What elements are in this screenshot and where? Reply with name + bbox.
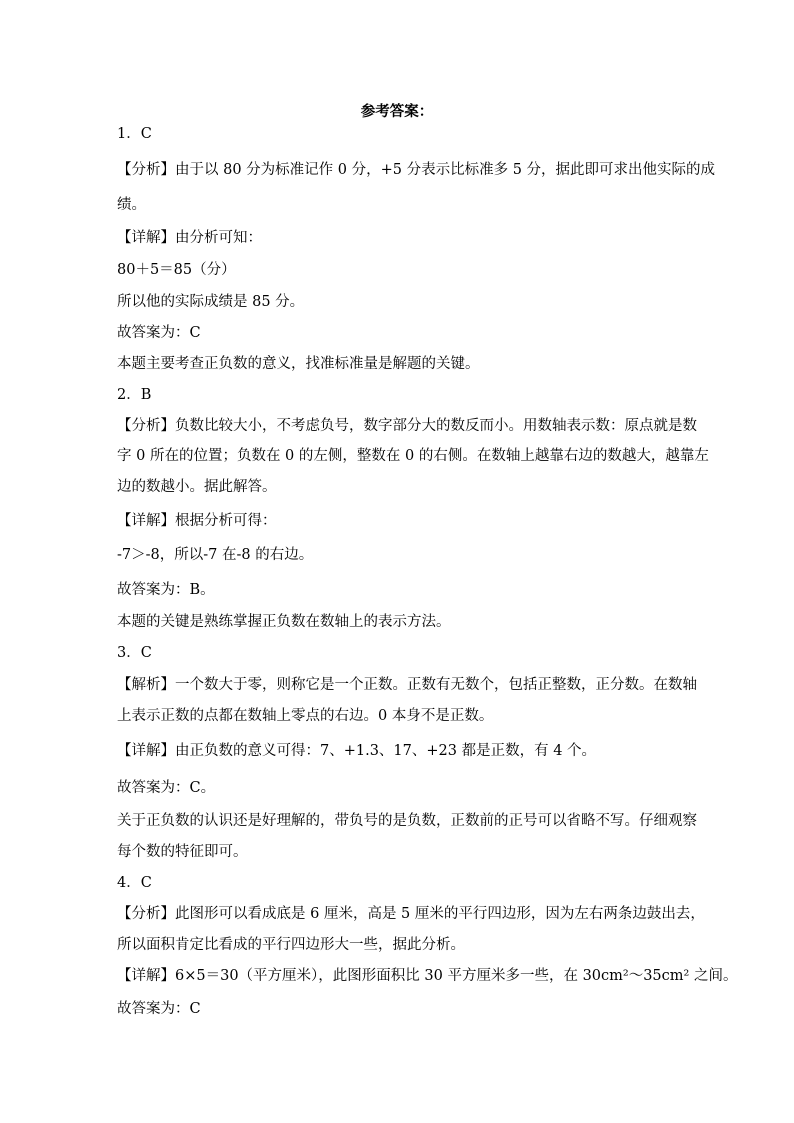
answer-line: 边的数越小。据此解答。 [117, 479, 277, 495]
answer-line: 字 0 所在的位置；负数在 0 的左侧，整数在 0 的右侧。在数轴上越靠右边的数越大，越靠左 [117, 448, 709, 464]
answer-line: 【详解】6×5＝30（平方厘米），此图形面积比 30 平方厘米多一些，在 30cm²～35cm² 之间。 [117, 968, 738, 984]
answer-line: 本题主要考查正负数的意义，找准标准量是解题的关键。 [117, 356, 480, 372]
answer-line: 所以面积肯定比看成的平行四边形大一些，据此分析。 [117, 937, 465, 953]
answer-line: 【分析】此图形可以看成底是 6 厘米，高是 5 厘米的平行四边形，因为左右两条边鼓出去， [117, 906, 705, 922]
answer-line: 上表示正数的点都在数轴上零点的右边。0 本身不是正数。 [117, 708, 494, 724]
answer-line: 故答案为：B。 [117, 582, 215, 598]
answer-line: 【详解】根据分析可得： [117, 513, 277, 529]
answer-line: 每个数的特征即可。 [117, 844, 248, 860]
answer-line: 【分析】由于以 80 分为标准记作 0 分，+5 分表示比标准多 5 分，据此即可求出他实际的成 [117, 162, 716, 178]
answer-line: 关于正负数的认识还是好理解的，带负号的是负数，正数前的正号可以省略不写。仔细观察 [117, 813, 697, 829]
answer-line: 【详解】由正负数的意义可得：7、+1.3、17、+23 都是正数，有 4 个。 [117, 743, 597, 759]
answer-line: 故答案为：C。 [117, 780, 216, 796]
answer-line: 所以他的实际成绩是 85 分。 [117, 294, 305, 310]
answer-line: -7＞-8，所以-7 在-8 的右边。 [117, 547, 314, 563]
page-title: 参考答案： [360, 103, 434, 120]
answer-line: 2．B [117, 387, 152, 403]
answer-line: 【解析】一个数大于零，则称它是一个正数。正数有无数个，包括正整数，正分数。在数轴 [117, 677, 697, 693]
answer-line: 4．C [117, 875, 152, 891]
answer-line: 故答案为：C [117, 1001, 201, 1017]
answer-line: 本题的关键是熟练掌握正负数在数轴上的表示方法。 [117, 614, 451, 630]
answer-line: 故答案为：C [117, 325, 201, 341]
answer-line: 【分析】负数比较大小，不考虑负号，数字部分大的数反而小。用数轴表示数：原点就是数 [117, 418, 697, 434]
answer-line: 1．C [117, 126, 152, 142]
answer-line: 绩。 [117, 197, 146, 213]
answer-line: 80＋5＝85（分） [117, 262, 236, 278]
answer-line: 3．C [117, 645, 152, 661]
answer-line: 【详解】由分析可知： [117, 230, 262, 246]
